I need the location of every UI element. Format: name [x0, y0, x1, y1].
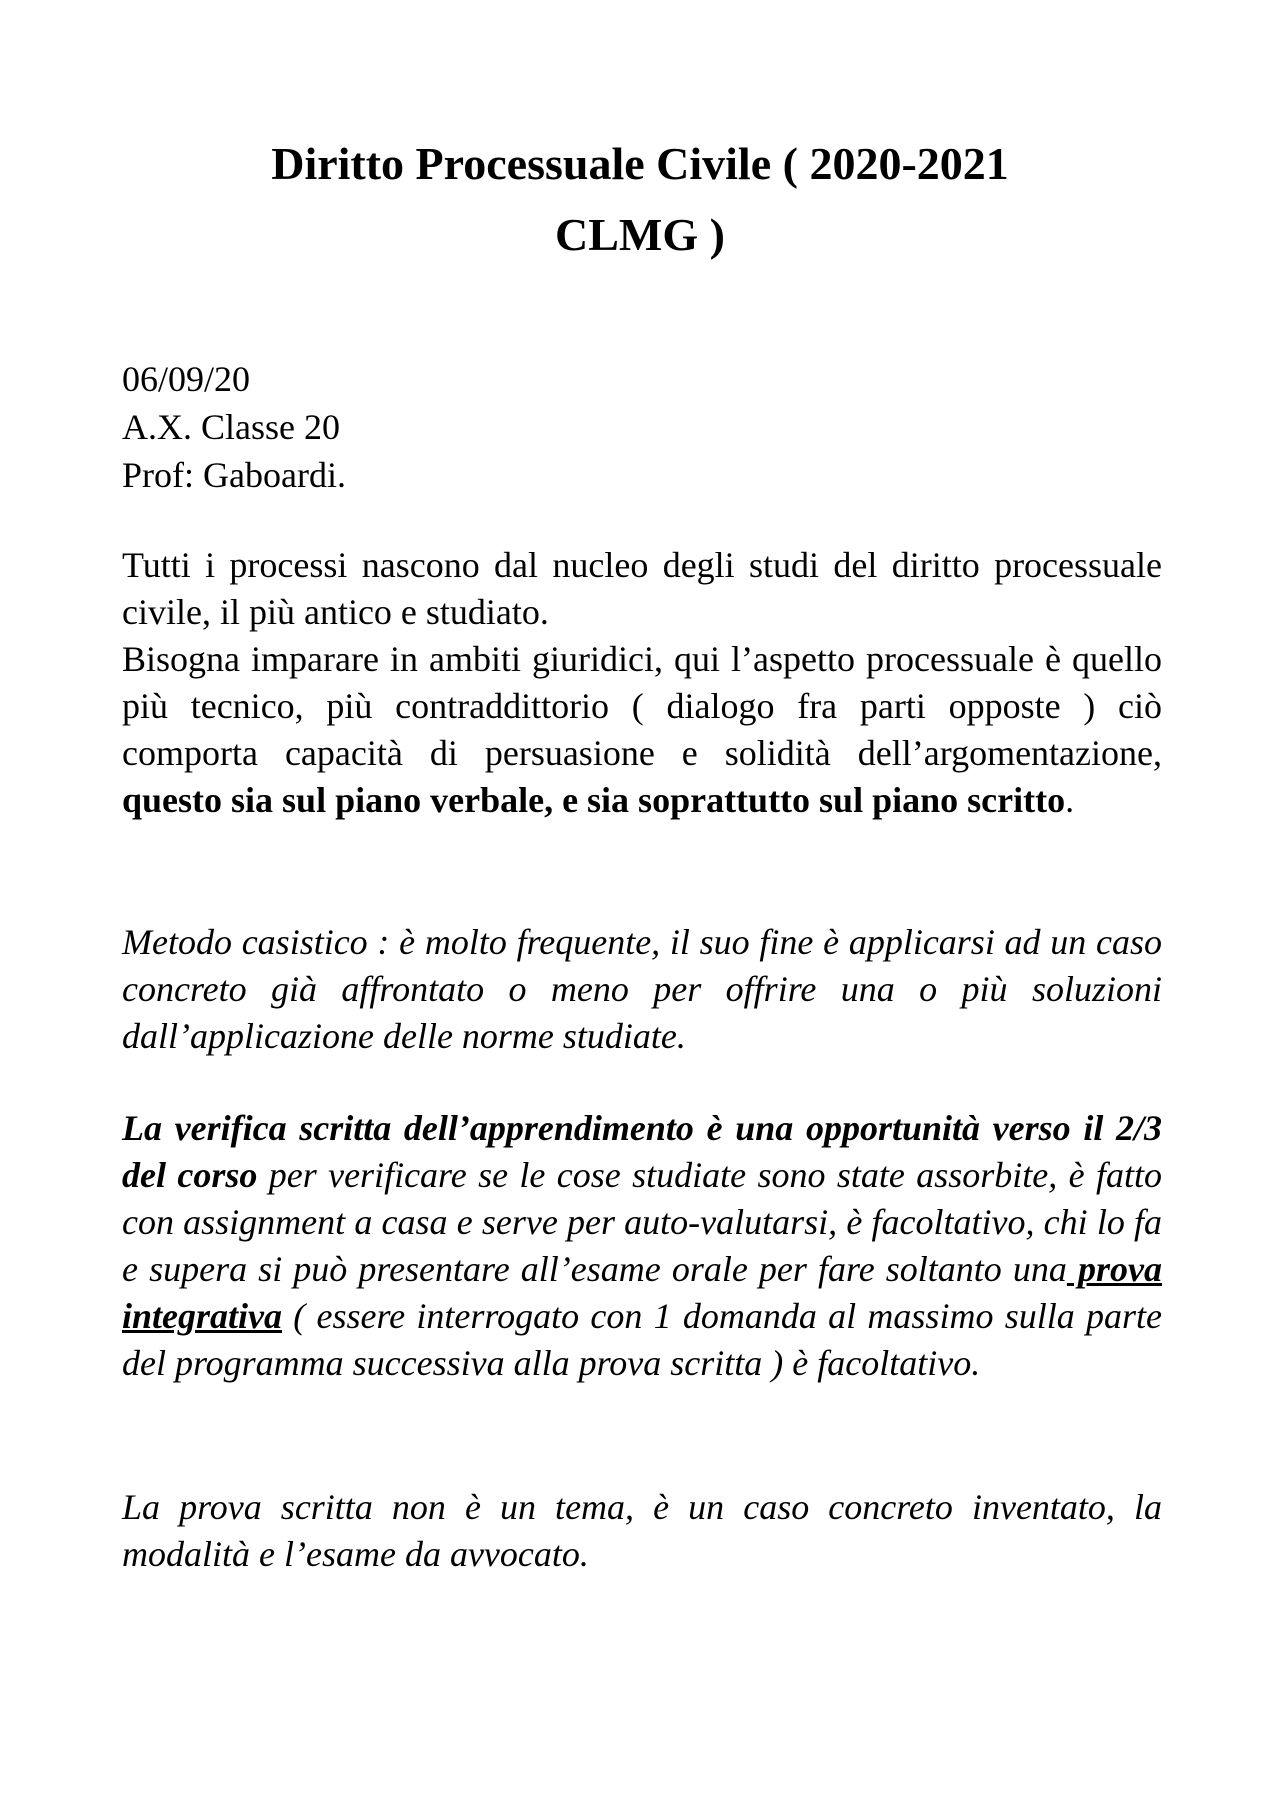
title-line-1: Diritto Processuale Civile ( 2020-2021: [271, 138, 1009, 189]
paragraph-intro-sentence-2: Bisogna imparare in ambiti giuridici, qui l’aspetto processuale è quello più tecnico, più contraddittorio ( dialogo fra parti opposte ) ciò comporta capacità di persuasione e solidità dell’argomentazione,: [122, 639, 1162, 773]
title-line-2: CLMG ): [555, 209, 725, 260]
paragraph-verifica-text-a: per verificare se le cose studiate sono state assorbite, è fatto con assignment a casa e serve per auto-valutarsi, è facoltativo, chi lo fa e supera si può presentare all’esame orale per fare soltanto una: [122, 1155, 1162, 1289]
paragraph-intro-sentence-1: Tutti i processi nascono dal nucleo degli studi del diritto processuale civile, il più antico e studiato.: [122, 545, 1162, 632]
paragraph-verifica-scritta: [122, 1105, 1162, 1387]
paragraph-metodo-casistico: Metodo casistico : è molto frequente, il suo fine è applicarsi ad un caso concreto già affrontato o meno per offrire una o più soluzioni dall’applicazione delle norme studiate.: [122, 922, 1162, 1056]
class-room: A.X. Classe 20: [122, 407, 340, 447]
document-meta: [122, 355, 1162, 499]
paragraph-intro: [122, 542, 1162, 824]
paragraph-intro-end: .: [1065, 780, 1075, 820]
professor-name: Prof: Gaboardi.: [122, 455, 346, 495]
lecture-date: 06/09/20: [122, 359, 251, 399]
paragraph-prova-scritta: La prova scritta non è un tema, è un caso concreto inventato, la modalità e l’esame da avvocato.: [122, 1487, 1162, 1574]
paragraph-verifica-bold: La verifica scritta dell’apprendimento è una opportunità verso il 2/3 del corso: [122, 1108, 1162, 1195]
document-title: [180, 128, 1100, 270]
paragraph-verifica-text-b: ( essere interrogato con 1 domanda al massimo sulla parte del programma successiva alla prova scritta ) è facoltativo.: [122, 1296, 1162, 1383]
paragraph-intro-bold: questo sia sul piano verbale, e sia soprattutto sul piano scritto: [122, 780, 1066, 820]
prova-integrativa-underlined: prova integrativa: [122, 1249, 1162, 1336]
